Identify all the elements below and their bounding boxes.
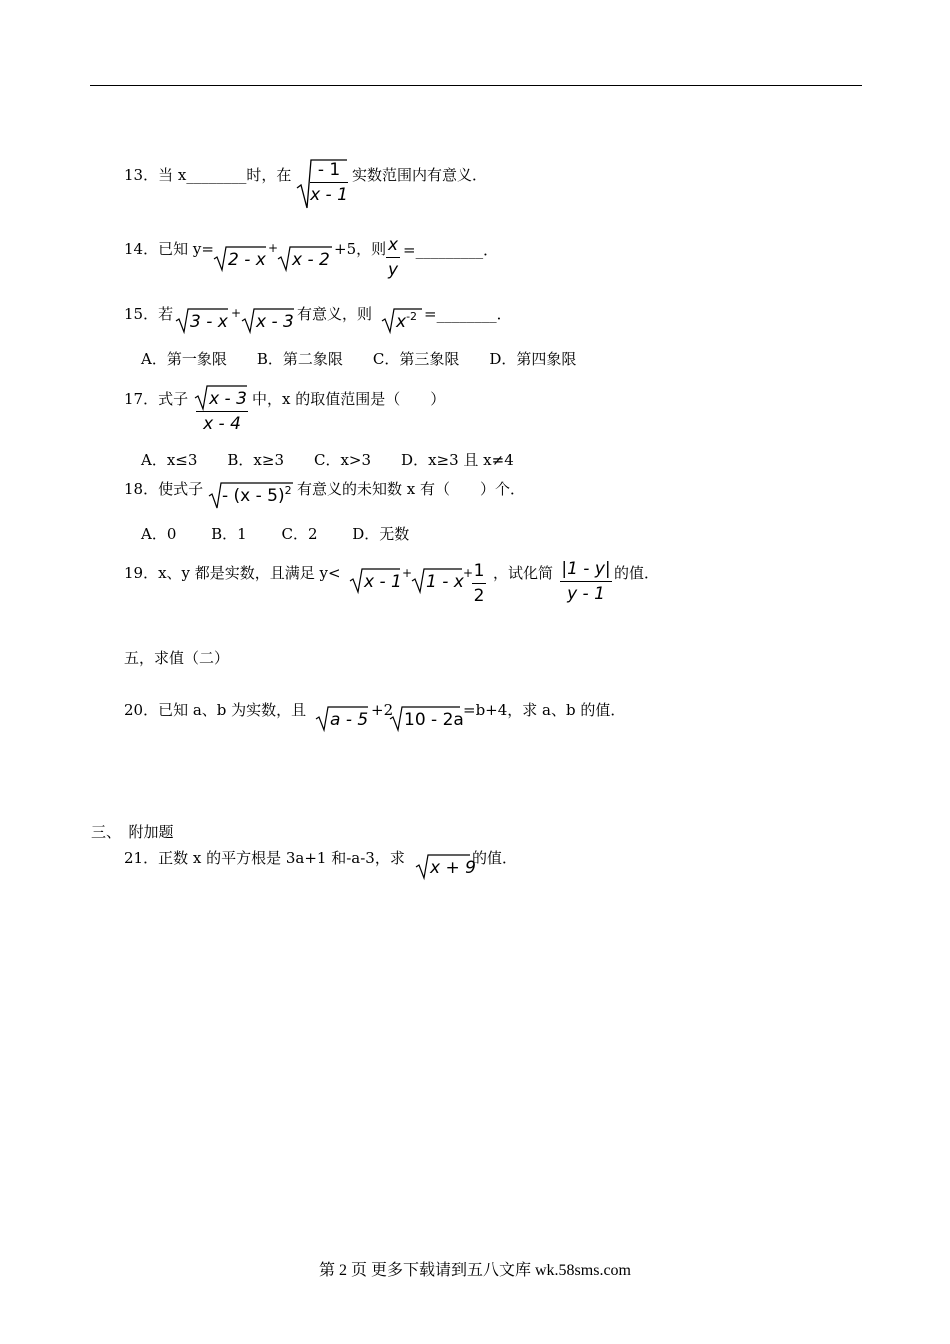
q17-denominator: x - 4 xyxy=(203,414,241,434)
q15-plus: + xyxy=(231,306,242,320)
q17-fraction xyxy=(196,389,248,434)
q13-text-b: 实数范围内有意义． xyxy=(352,166,488,184)
q17-text-b: 中，x 的取值范围是（ ） xyxy=(252,390,446,408)
q19-half xyxy=(472,561,486,606)
q19-plus-2: + xyxy=(463,566,474,580)
q14-denominator: y xyxy=(387,260,399,280)
q15-radicand-2: x - 3 xyxy=(256,312,294,332)
q20-radicand-1: a - 5 xyxy=(330,710,369,730)
q19-denominator: y - 1 xyxy=(567,584,605,604)
q13-fraction xyxy=(310,160,348,205)
q15-text-c: =________． xyxy=(424,305,512,323)
q17-text-a: 17．式子 xyxy=(124,390,189,408)
q14-text-a: 14．已知 y= xyxy=(124,240,214,258)
header-rule xyxy=(90,85,862,86)
q21-text-b: 的值． xyxy=(472,849,518,867)
q14-plus-1: + xyxy=(268,241,279,255)
options-18: A．0 B．1 C．2 D．无数 xyxy=(141,525,410,543)
q14-radicand-1: 2 - x xyxy=(228,250,266,270)
q19-half-denominator: 2 xyxy=(473,586,485,606)
q18-radicand: - (x - 5)$^2$ xyxy=(222,484,292,506)
q15-text-b: 有意义，则 xyxy=(297,305,373,323)
q20-text-c: =b+4，求 a、b 的值． xyxy=(463,701,626,719)
q20-radicand-2: 10 - 2a xyxy=(404,710,464,730)
q13-numerator: - 1 xyxy=(317,160,341,180)
q15-exponent: -2 xyxy=(406,310,418,323)
q15-radicand-3: $x^{-2}$ xyxy=(396,310,418,332)
q21-text-a: 21．正数 x 的平方根是 3a+1 和-a-3，求 xyxy=(124,849,405,867)
q20-text-a: 20．已知 a、b 为实数，且 xyxy=(124,701,307,719)
q14-text-b: +5，则 xyxy=(334,240,387,258)
q19-plus-1: + xyxy=(402,566,413,580)
section-three-heading: 三、 附加题 xyxy=(91,823,174,841)
q15-text-a: 15．若 xyxy=(124,305,174,323)
q13-denominator: x - 1 xyxy=(310,185,348,205)
options-15: A．第一象限 B．第二象限 C．第三象限 D．第四象限 xyxy=(141,350,577,368)
q19-half-numerator: 1 xyxy=(473,561,485,581)
q17-numerator: x - 3 xyxy=(209,389,247,409)
q19-numerator: |1 - y| xyxy=(561,559,611,579)
q19-radicand-1: x - 1 xyxy=(364,572,402,592)
q13-text-a: 13．当 x________时，在 xyxy=(124,166,292,184)
options-17: A．x≤3 B．x≥3 C．x>3 D．x≥3 且 x≠4 xyxy=(141,451,514,469)
q14-numerator: x xyxy=(387,235,399,255)
section-five-heading: 五，求值（二） xyxy=(124,649,230,667)
q19-text-a: 19．x、y 都是实数，且满足 y< xyxy=(124,564,341,582)
q14-radicand-2: x - 2 xyxy=(292,250,330,270)
q19-text-c: 的值． xyxy=(614,564,660,582)
q18-exponent: 2 xyxy=(284,484,292,497)
q21-radicand: x + 9 xyxy=(430,858,476,878)
q20-text-b: +2 xyxy=(371,701,394,719)
q19-fraction xyxy=(560,559,612,604)
q15-radicand-1: 3 - x xyxy=(190,312,228,332)
page-footer: 第 2 页 更多下载请到五八文库 wk.58sms.com xyxy=(318,1262,631,1279)
q19-text-b: ，试化简 xyxy=(493,564,554,582)
q14-text-c: =_________． xyxy=(403,241,499,259)
q18-text-b: 有意义的未知数 x 有（ ）个． xyxy=(297,480,525,498)
q14-fraction xyxy=(386,235,400,280)
q18-text-a: 18．使式子 xyxy=(124,480,204,498)
q19-radicand-2: 1 - x xyxy=(426,572,464,592)
